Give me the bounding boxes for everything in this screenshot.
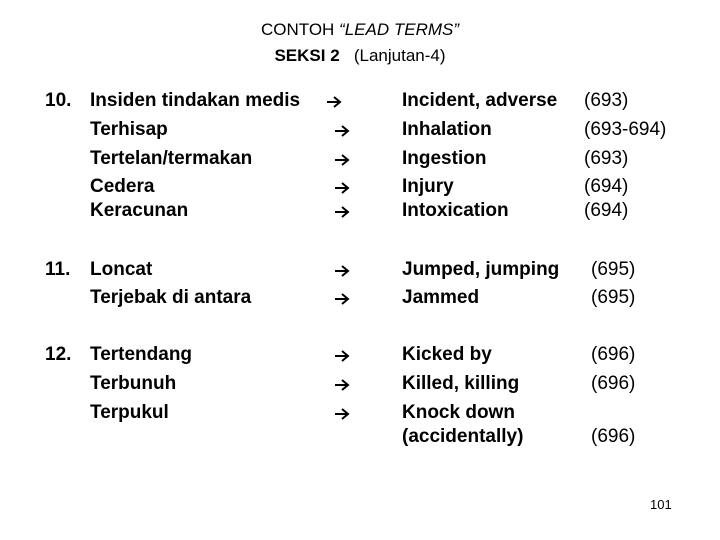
term-english: Killed, killing [402,373,520,394]
continuation-label: (Lanjutan-4) [353,46,446,65]
page-reference: (693) [584,148,629,169]
arrow-right-icon [334,378,350,392]
arrow-right-icon [326,95,342,109]
page-number: 101 [650,497,672,512]
arrow-right-icon [334,205,350,219]
title-line-1 [0,20,720,40]
term-indonesian: Tertendang [90,344,193,365]
term-english: Ingestion [402,148,487,169]
page-reference: (693-694) [584,119,667,140]
term-english: Jumped, jumping [402,259,560,280]
arrow-right-icon [334,181,350,195]
arrow-right-icon [334,407,350,421]
term-english: Intoxication [402,200,509,221]
page-reference: (695) [591,259,636,280]
term-indonesian: Terhisap [90,119,168,140]
arrow-right-icon [334,292,350,306]
section-11-number: 11. [45,259,71,280]
term-indonesian: Terbunuh [90,373,177,394]
section-12-number: 12. [45,344,72,365]
term-english: Kicked by [402,344,492,365]
title-prefix: CONTOH [260,20,340,39]
page-reference: (694) [584,200,629,221]
term-indonesian: Terjebak di antara [90,287,252,308]
term-indonesian: Terpukul [90,402,169,423]
term-indonesian: Keracunan [90,200,189,221]
title-line-2 [0,46,720,66]
arrow-right-icon [334,153,350,167]
page-reference: (694) [584,176,629,197]
term-english-continued: (accidentally) [402,426,524,447]
title-lead-terms: “LEAD TERMS” [339,20,460,39]
term-indonesian: Insiden tindakan medis [90,90,301,111]
page-reference: (695) [591,287,636,308]
term-indonesian: Loncat [90,259,153,280]
term-indonesian: Cedera [90,176,155,197]
section-10-number: 10. [45,90,72,111]
page-reference: (696) [591,426,636,447]
term-english: Injury [402,176,454,197]
arrow-right-icon [334,349,350,363]
term-indonesian: Tertelan/termakan [90,148,253,169]
term-english: Knock down [402,402,515,423]
page-reference: (696) [591,344,636,365]
term-english: Jammed [402,287,480,308]
page-reference: (696) [591,373,636,394]
arrow-right-icon [334,124,350,138]
section-label: SEKSI 2 [274,46,340,65]
arrow-right-icon [334,264,350,278]
term-english: Incident, adverse [402,90,558,111]
term-english: Inhalation [402,119,492,140]
page-reference: (693) [584,90,629,111]
